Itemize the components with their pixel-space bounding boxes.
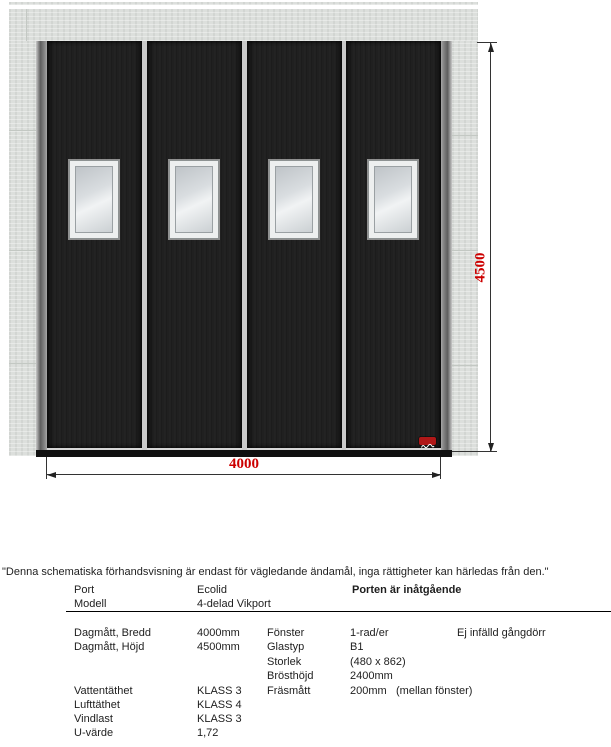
door-window-2: [169, 160, 219, 239]
door-panel-3: [247, 41, 342, 450]
spec-label-glastyp: Glastyp: [267, 641, 305, 653]
lintel-seam: [26, 9, 27, 41]
spec-label-dagmatt-bredd: Dagmått, Bredd: [74, 627, 152, 639]
spec-label-storlek: Storlek: [267, 656, 302, 668]
spec-label-lufttathet: Lufttäthet: [74, 699, 120, 711]
spec-value-storlek: (480 x 862): [350, 656, 406, 668]
width-dim-arrow-right-icon: [432, 472, 441, 478]
spec-label-fonster: Fönster: [267, 627, 305, 639]
width-dim-label: 4000: [229, 456, 259, 472]
spec-value-port: Ecolid: [197, 584, 227, 596]
spec-label-frasmatt: Fräsmått: [267, 685, 311, 697]
wall-seam: [9, 130, 36, 131]
spec-value-modell: 4-delad Vikport: [197, 598, 271, 610]
height-dim-label: 4500: [472, 252, 489, 283]
door-leaf-area: [47, 41, 441, 450]
spec-divider: [66, 611, 611, 612]
brand-logo-badge: [419, 437, 436, 445]
window-glass: [175, 166, 213, 233]
height-dim-line: [490, 43, 491, 452]
width-dim-line: [47, 474, 441, 475]
height-dim-arrow-up-icon: [488, 43, 494, 52]
spec-value-dagmatt-bredd: 4000mm: [197, 627, 240, 639]
spec-value-u-varde: 1,72: [197, 727, 219, 739]
spec-value-frasmatt: 200mm: [350, 685, 387, 697]
door-panel-2: [147, 41, 242, 450]
disclaimer-text: "Denna schematiska förhandsvisning är endast för vägledande ändamål, inga rättigheter kan härledas från den.": [2, 566, 549, 578]
door-frame-right: [441, 41, 452, 450]
spec-value-lufttathet: KLASS 4: [197, 699, 242, 711]
door-window-3: [269, 160, 319, 239]
spec-value-vindlast: KLASS 3: [197, 713, 242, 725]
wall-seam: [9, 363, 36, 364]
spec-note-gangdorr: Ej infälld gångdörr: [457, 627, 546, 639]
door-window-1: [69, 160, 119, 239]
width-dim-arrow-left-icon: [47, 472, 56, 478]
wall-seam: [9, 250, 36, 251]
spec-label-brosthojd: Brösthöjd: [267, 670, 314, 682]
wall-seam: [452, 135, 478, 136]
wall-lintel: [9, 9, 478, 42]
spec-value-dagmatt-hojd: 4500mm: [197, 641, 240, 653]
spec-value-vattentathet: KLASS 3: [197, 685, 242, 697]
spec-label-u-varde: U-värde: [74, 727, 114, 739]
wall-seam: [452, 365, 478, 366]
spec-note-port-direction: Porten är inåtgående: [352, 584, 462, 596]
spec-label-modell: Modell: [74, 598, 107, 610]
spec-value-brosthojd: 2400mm: [350, 670, 393, 682]
window-glass: [275, 166, 313, 233]
door-panel-1: [47, 41, 142, 450]
spec-note-frasmatt: (mellan fönster): [396, 685, 473, 697]
height-dim-extension-top: [477, 42, 497, 43]
spec-label-vindlast: Vindlast: [74, 713, 113, 725]
spec-label-dagmatt-hojd: Dagmått, Höjd: [74, 641, 145, 653]
window-glass: [374, 166, 412, 233]
spec-label-vattentathet: Vattentäthet: [74, 685, 133, 697]
spec-value-fonster: 1-rad/er: [350, 627, 389, 639]
window-glass: [75, 166, 113, 233]
wall-left-column: [9, 41, 36, 456]
height-dim-arrow-down-icon: [488, 443, 494, 452]
spec-value-glastyp: B1: [350, 641, 364, 653]
door-frame-left: [36, 41, 47, 450]
brand-logo-icon: [419, 442, 436, 450]
spec-label-port: Port: [74, 584, 95, 596]
door-panel-4: [346, 41, 441, 450]
wall-top-strip: [9, 2, 478, 5]
door-window-4: [368, 160, 418, 239]
